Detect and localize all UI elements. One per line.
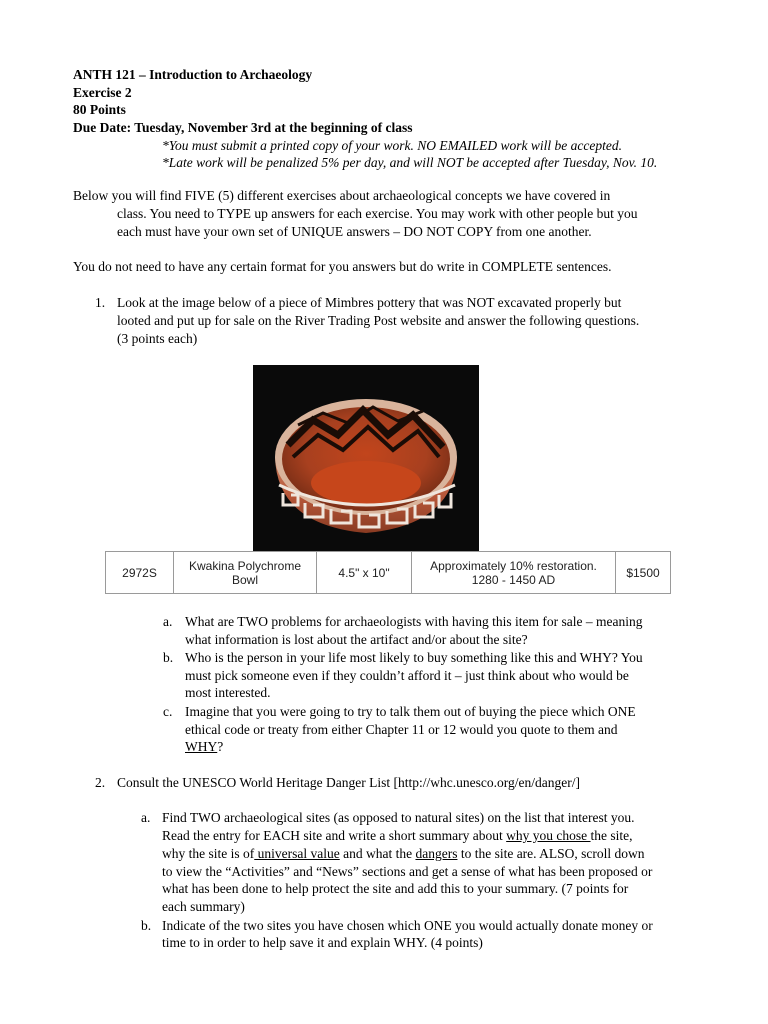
exercise-number: Exercise 2	[73, 85, 132, 100]
q2b-line-1: Indicate of the two sites you have chosen which ONE you would actually donate money or	[162, 918, 653, 933]
mimbres-bowl-photo	[253, 365, 479, 551]
q1c-line-3	[185, 738, 223, 756]
item-name-line-1: Kwakina Polychrome	[188, 558, 302, 573]
q1b-line-3: most interested.	[185, 685, 271, 700]
q1-line-3: (3 points each)	[117, 331, 198, 346]
intro-line-1: Below you will find FIVE (5) different exercises about archaeological concepts we have covered in	[73, 188, 611, 203]
q2a-line-2-end: the site,	[590, 828, 633, 843]
due-date: Due Date: Tuesday, November 3rd at the beginning of class	[73, 120, 413, 135]
table-row	[106, 552, 671, 594]
item-description-cell	[412, 552, 616, 594]
q2-number: 2.	[95, 775, 106, 790]
q1b-line-2: must pick someone even if they couldn’t afford it – just think about who would be	[185, 668, 629, 683]
intro-line-3: each must have your own set of UNIQUE answers – DO NOT COPY from one another.	[117, 224, 592, 239]
q1b-label: b.	[163, 650, 174, 665]
bowl-illustration	[253, 365, 479, 551]
q2b-label: b.	[141, 918, 152, 933]
q1a-label: a.	[163, 614, 173, 629]
submission-note: *You must submit a printed copy of your work. NO EMAILED work will be accepted.	[162, 138, 622, 153]
course-title: ANTH 121 – Introduction to Archaeology	[73, 67, 313, 82]
q2a-line-1: Find TWO archaeological sites (as opposed to natural sites) on the list that interest you.	[162, 810, 635, 825]
q2a-line-2-start: Read the entry for EACH site and write a short summary about	[162, 828, 507, 843]
q2a-label: a.	[141, 810, 151, 825]
q1b-line-1: Who is the person in your life most likely to buy something like this and WHY? You	[185, 650, 643, 665]
question-mark: ?	[217, 739, 224, 754]
why-you-chose-emphasis: why you chose	[506, 828, 591, 843]
q2a-line-2	[162, 827, 633, 845]
q2a-line-3-mid: and what the	[339, 846, 416, 861]
dangers-emphasis: dangers	[415, 846, 458, 861]
q2a-line-3-end: to the site are. ALSO, scroll down	[457, 846, 645, 861]
q2a-line-4: to view the “Activities” and “News” sections and get a sense of what has been proposed or	[162, 864, 653, 879]
q1c-line-1: Imagine that you were going to try to talk them out of buying the piece which ONE	[185, 704, 636, 719]
q1c-line-2: ethical code or treaty from either Chapter 11 or 12 would you quote to them and	[185, 722, 618, 737]
format-instructions: You do not need to have any certain format for you answers but do write in COMPLETE sentences.	[73, 259, 612, 274]
points-total: 80 Points	[73, 102, 126, 117]
q2a-line-5: what has been done to help protect the site and add this to your summary. (7 points for	[162, 881, 629, 896]
item-price-cell: $1500	[616, 552, 671, 594]
q2a-line-3	[162, 845, 645, 863]
item-id-cell: 2972S	[106, 552, 174, 594]
universal-value-emphasis: universal value	[254, 846, 340, 861]
item-size-cell: 4.5" x 10"	[317, 552, 412, 594]
q2a-line-3-start: why the site is of	[162, 846, 255, 861]
artifact-listing-table	[105, 551, 671, 594]
q1-line-2: looted and put up for sale on the River Trading Post website and answer the following questions.	[117, 313, 640, 328]
intro-line-2: class. You need to TYPE up answers for each exercise. You may work with other people but you	[117, 206, 638, 221]
q2a-line-6: each summary)	[162, 899, 245, 914]
q2b-line-2: time to in order to help save it and explain WHY. (4 points)	[162, 935, 483, 950]
item-name-cell	[174, 552, 317, 594]
q1-line-1: Look at the image below of a piece of Mimbres pottery that was NOT excavated properly but	[117, 295, 622, 310]
why-emphasis: WHY	[185, 739, 218, 754]
q2-line-1: Consult the UNESCO World Heritage Danger List [http://whc.unesco.org/en/danger/]	[117, 775, 580, 790]
q1a-line-2: what information is lost about the artifact and/or about the site?	[185, 632, 528, 647]
item-name-line-2: Bowl	[231, 572, 258, 587]
q1a-line-1: What are TWO problems for archaeologists with having this item for sale – meaning	[185, 614, 643, 629]
item-description-line-1: Approximately 10% restoration.	[430, 558, 597, 573]
q1c-label: c.	[163, 704, 173, 719]
item-description-line-2: 1280 - 1450 AD	[471, 572, 556, 587]
q1-number: 1.	[95, 295, 106, 310]
late-work-note: *Late work will be penalized 5% per day, and will NOT be accepted after Tuesday, Nov. 10.	[162, 155, 658, 170]
